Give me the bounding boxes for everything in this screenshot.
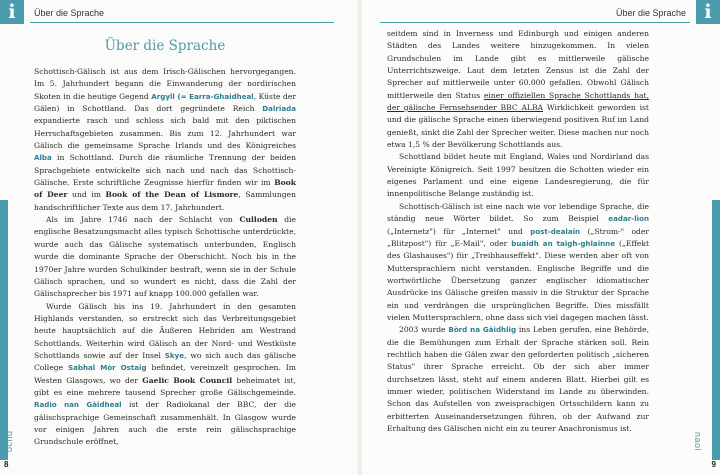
text-run: („Effekt des Glashauses") für „Treibhauseffekt". Diese werden aber oft von Muttersprachlern nicht verstanden. Englische Begriffe und die wortwörtliche Übersetzung ganzer englischer idiomatischer Ausdrücke ins Gälische greifen massiv in die Struktur der Sprache ein und verdrängen die ursprünglichen Begriffe. Dies missfällt vielen Muttersprachlern, ohne dass sich viel dagegen machen lässt. — [387, 238, 650, 322]
term-bb: Culloden — [239, 215, 278, 225]
text-run: , Küste der Gälen) in Schottland. Das dort gegründete Reich — [34, 91, 296, 114]
info-tab-icon: i — [0, 0, 24, 24]
right-running-head: Über die Sprache — [615, 8, 686, 18]
text-run: („Strom-" oder „Blitzpost") für „E-Mail", oder — [387, 226, 650, 248]
left-paragraph-2 — [34, 214, 296, 300]
left-text-column — [34, 66, 296, 449]
term-hl: Argyll (= Earra-Ghaidheal — [151, 91, 254, 101]
text-run: ist der Radiokanal der BBC, der die gälischsprachige Gemeinschaft zusammenhält. In Glasgow wurde vor einigen Jahren auch die erste rein gälischsprachige Grundschule eröffnet, — [34, 400, 296, 447]
text-run: expandierte rasch und schloss sich bald mit den piktischen Herrschaftsgebieten zusammen. Bis zum 12. Jahrhundert war Gälisch die gemeinsame Sprache Irlands und des Königreiches — [34, 116, 296, 151]
text-run: Als im Jahre 1746 nach der Schlacht von — [46, 215, 240, 225]
text-run: Schottisch-Gälisch ist aus dem Irisch-Gälischen hervorgegangen. Im 5. Jahrhundert begann die Einwanderung der nordirischen Skoten in die heutige Gegend — [34, 67, 296, 101]
term-bb: Book of the Dean of Lismore — [105, 190, 239, 200]
text-run: seitdem sind in Inverness und Edinburgh und einigen anderen Städten des Landes weitere hinzugekommen. In vielen Grundschulen im Lande gibt es mittlerweile gälische Unterrichtszweige. Laut dem letzten Zensus ist die Zahl der Sprecher auf mittlerweile unter 60.000 gefallen. Obwohl Gälisch mittlerweile den Status — [387, 29, 649, 100]
right-page-number: 9 — [711, 460, 716, 469]
left-side-bar — [0, 200, 8, 460]
left-header-rule — [30, 22, 334, 23]
text-run: ins Leben gerufen, eine Behörde, die die Bemühungen zum Erhalt der Sprache stärken soll. Rein rechtlich haben die Gälen zwar den geforderten politisch „sicheren Status" ihrer Sprache erreicht. Ob der sich aber immer durchsetzen lässt, steht auf einem anderen Blatt. Hierbei gilt es immer wieder, politischen Widerstand im Lande zu überwinden. Schon das Aufstellen von zweisprachigen Ortsschildern kann zu erbitterten Auseinandersetzungen führen, ob der Aufwand zur Erhaltung des Gälischen nicht ein zu teurer Anachronismus ist. — [387, 325, 650, 433]
left-page-number: 8 — [4, 460, 9, 469]
left-paragraph-1 — [34, 66, 296, 214]
right-paragraph-3 — [387, 201, 649, 324]
text-run: („Internetz") für „Internet" und — [387, 226, 531, 236]
term-bb: Book of Deer — [34, 178, 296, 200]
right-side-label: naoi — [692, 432, 703, 452]
term-hl: Dalriada — [262, 104, 296, 114]
right-paragraph-4 — [387, 324, 649, 435]
right-paragraph-2 — [387, 151, 649, 200]
text-run: Wirklichkeit geworden ist und die gälische Sprache einen überwiegend positiven Ruf im Land genießt, sinkt die Zahl der Sprecher weiter. Diese machen nur noch etwa 1,5 % der Bevölkerung Schottlands aus. — [387, 103, 649, 150]
term-hl: Skye — [164, 350, 185, 360]
text-run: 2003 wurde — [399, 325, 449, 335]
term-hl: Alba — [34, 153, 52, 163]
left-running-head: Über die Sprache — [34, 8, 105, 18]
text-run: Schottisch-Gälisch ist eine nach wie vor lebendige Sprache, die ständig neue Wörter bildet. So zum Beispiel — [387, 201, 649, 224]
chapter-title: Über die Sprache — [104, 38, 226, 54]
right-side-bar — [712, 200, 720, 460]
term-hl: eadar-lìon — [608, 214, 649, 224]
text-run: Wurde Gälisch bis ins 19. Jahrhundert in den gesamten Highlands verstanden, so erstreckt sich das Verbreitungsgebiet heute hauptsächlich auf die Äußeren Hebriden am Westrand Schottlands. Weiterhin wird Gälisch an der Nord- und Westküste Schottlands sowie auf der Insel — [34, 301, 296, 360]
text-run: , Sammlungen handschriftlicher Texte aus dem 17. Jahrhundert. — [34, 190, 297, 212]
text-run: in Schottland. Durch die räumliche Trennung der beiden Sprachgebiete entwickelte sich nach und nach das Schottisch-Gälische. Erste schriftliche Zeugnisse hierfür finden wir im — [34, 153, 296, 188]
term-hl: Sabhal Mòr Ostaig — [68, 363, 147, 373]
right-page — [360, 0, 720, 475]
text-run: die englische Besatzungsmacht alles typisch Schottische unterdrückte, wurde auch das Gälische systematisch unterbunden, Englisch wurde die dominante Sprache der Oberschicht. Noch bis in the 1970er Jahre wurden Schulkinder bestraft, wenn sie in der Schule Gälisch sprachen, und so wundert es nicht, dass die Zahl der Gälischsprecher bis 1971 auf knapp 100.000 gefallen war. — [34, 215, 296, 299]
text-run: und im — [67, 190, 106, 200]
text-run: , wo sich auch das gälische College — [34, 350, 296, 373]
text-run: beheimatet ist, gibt es eine mehrere tausend Sprecher große Gälischgemeinde. — [34, 375, 296, 397]
term-hl: Bòrd na Gàidhlig — [448, 325, 517, 335]
left-paragraph-3 — [34, 301, 296, 449]
right-header-rule — [380, 22, 690, 23]
text-run: Schottland bildet heute mit England, Wales und Nordirland das Vereinigte Königreich. Seit 1997 besitzen die Schotten wieder ein eigenes Parlament und eine eigene Landesregierung, die für innenpolitische Belange zuständig ist. — [387, 152, 649, 199]
book-gutter — [358, 0, 362, 475]
term-hl: buaidh an taigh-ghlainne — [511, 238, 616, 248]
text-run: befindet, vereinzelt gesprochen. Im Westen Glasgows, wo der — [34, 363, 296, 385]
term-bb: Gaelic Book Council — [142, 375, 233, 385]
term-ul: einer offiziellen Sprache Schottlands hat, der gälische Fernsehsender BBC ALBA — [387, 90, 649, 113]
left-side-label: ochd — [4, 430, 14, 452]
right-paragraph-1 — [387, 28, 649, 151]
term-hl: Radio nan Gàidheal — [34, 400, 122, 410]
term-hl: post-dealain — [530, 226, 581, 236]
info-tab-icon-right: i — [696, 0, 720, 24]
right-text-column — [387, 28, 649, 435]
